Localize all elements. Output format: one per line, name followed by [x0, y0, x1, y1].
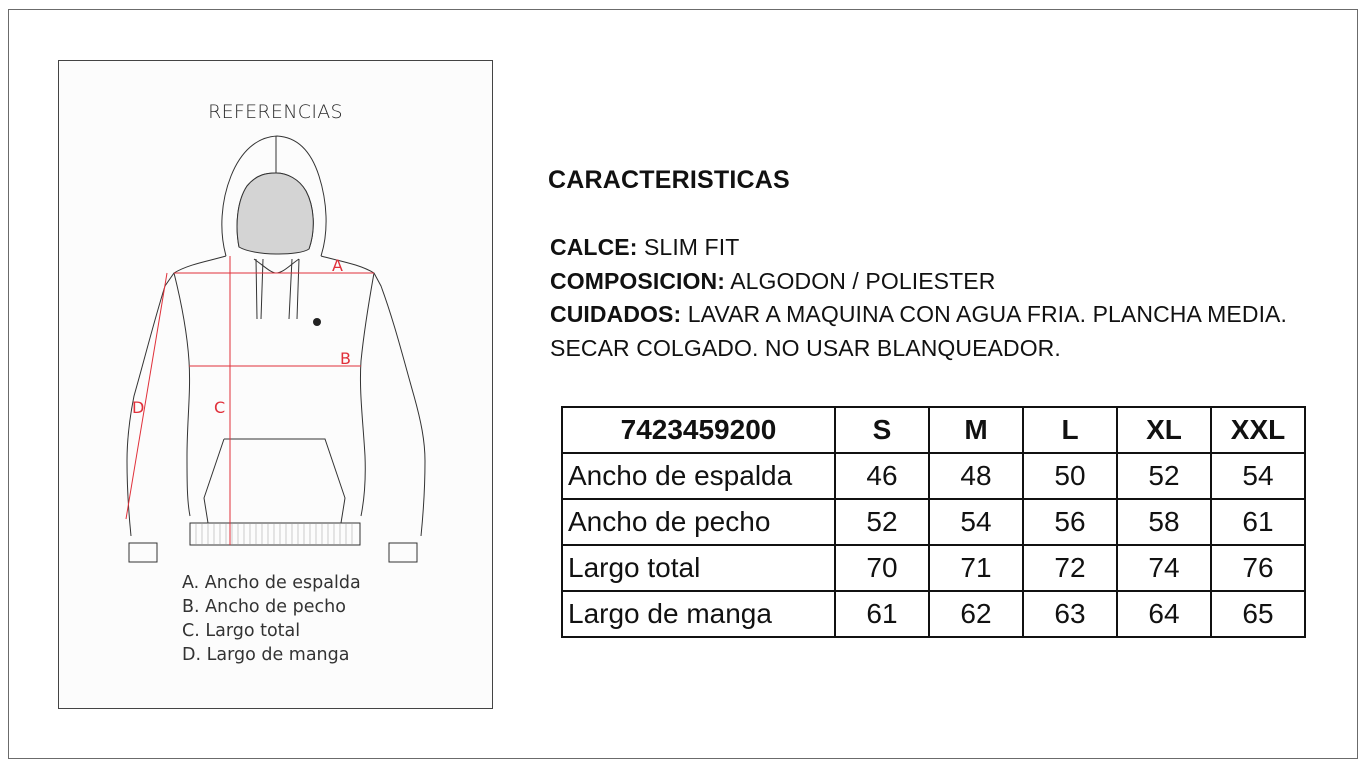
cell-value: 70 [835, 545, 929, 591]
spec-care-label: CUIDADOS: [550, 301, 682, 327]
size-table [561, 406, 1306, 638]
spec-fit-value: SLIM FIT [643, 234, 740, 260]
table-row [562, 499, 1305, 545]
spec-fit-label: CALCE: [550, 234, 638, 260]
cell-value: 61 [835, 591, 929, 637]
reference-panel [58, 60, 493, 709]
cell-value: 48 [929, 453, 1023, 499]
row-label: Ancho de pecho [562, 499, 835, 545]
cell-value: 76 [1211, 545, 1305, 591]
cell-value: 54 [1211, 453, 1305, 499]
header-size-xl: XL [1117, 407, 1211, 453]
marker-d: D [132, 398, 145, 417]
header-size-xxl: XXL [1211, 407, 1305, 453]
cell-value: 63 [1023, 591, 1117, 637]
cell-value: 50 [1023, 453, 1117, 499]
header-size-s: S [835, 407, 929, 453]
legend-item: B. Ancho de pecho [182, 597, 346, 617]
legend-item: C. Largo total [182, 621, 301, 641]
header-product-code: 7423459200 [562, 407, 835, 453]
spec-fit [550, 234, 739, 261]
marker-a: A [332, 256, 343, 275]
table-row [562, 453, 1305, 499]
cell-value: 72 [1023, 545, 1117, 591]
cell-value: 61 [1211, 499, 1305, 545]
cell-value: 52 [1117, 453, 1211, 499]
table-row [562, 591, 1305, 637]
spec-composition-value: ALGODON / POLIESTER [730, 268, 996, 294]
reference-title: REFERENCIAS [208, 101, 343, 123]
header-size-m: M [929, 407, 1023, 453]
marker-c: C [214, 398, 226, 417]
spec-composition [550, 268, 995, 295]
cell-value: 62 [929, 591, 1023, 637]
marker-b: B [340, 349, 351, 368]
spec-care [550, 301, 1287, 328]
row-label: Largo total [562, 545, 835, 591]
table-header-row [562, 407, 1305, 453]
legend-item: D. Largo de manga [182, 645, 350, 665]
legend-item: A. Ancho de espalda [182, 573, 361, 593]
cell-value: 65 [1211, 591, 1305, 637]
cell-value: 52 [835, 499, 929, 545]
cell-value: 64 [1117, 591, 1211, 637]
cell-value: 56 [1023, 499, 1117, 545]
spec-composition-label: COMPOSICION: [550, 268, 725, 294]
cell-value: 74 [1117, 545, 1211, 591]
header-size-l: L [1023, 407, 1117, 453]
table-row [562, 545, 1305, 591]
cell-value: 46 [835, 453, 929, 499]
reference-legend [182, 571, 361, 667]
cell-value: 54 [929, 499, 1023, 545]
cell-value: 71 [929, 545, 1023, 591]
spec-care-continued: SECAR COLGADO. NO USAR BLANQUEADOR. [550, 335, 1061, 361]
features-section [548, 166, 790, 195]
row-label: Largo de manga [562, 591, 835, 637]
features-title: CARACTERISTICAS [548, 166, 790, 194]
spec-care-value: LAVAR A MAQUINA CON AGUA FRIA. PLANCHA MEDIA. [687, 301, 1287, 327]
row-label: Ancho de espalda [562, 453, 835, 499]
cell-value: 58 [1117, 499, 1211, 545]
